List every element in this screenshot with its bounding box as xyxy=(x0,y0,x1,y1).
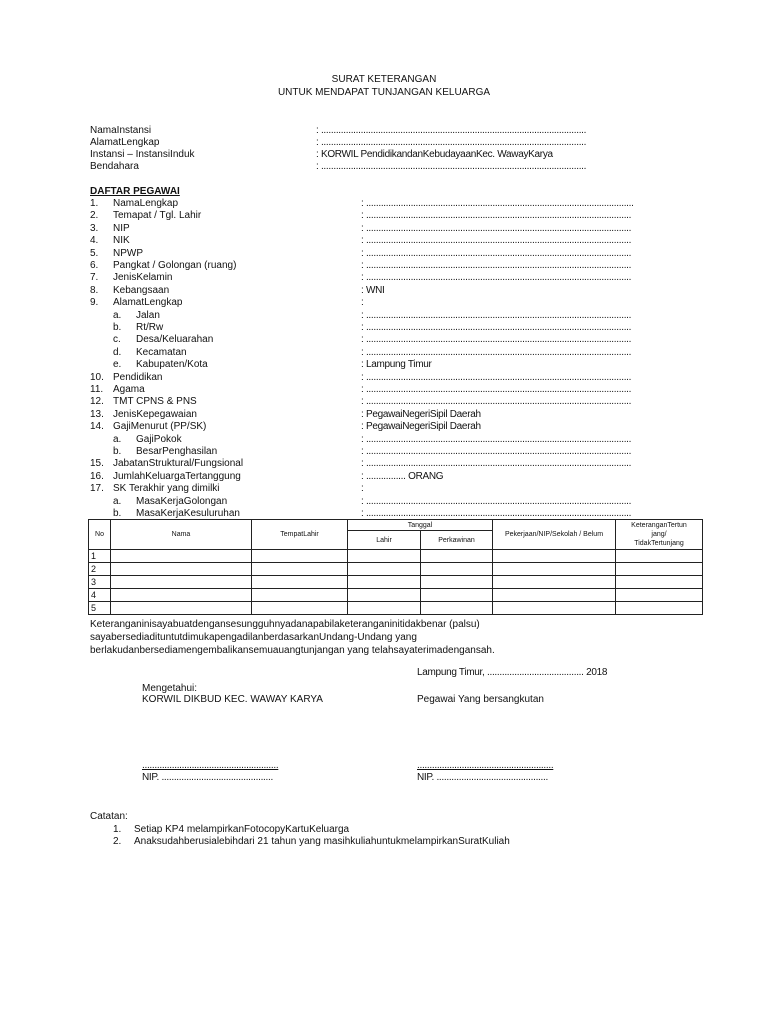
note-1-number: 1. xyxy=(113,824,122,835)
table-cell[interactable] xyxy=(421,550,493,563)
table-cell[interactable] xyxy=(111,602,252,615)
table-cell[interactable] xyxy=(616,589,703,602)
table-cell[interactable] xyxy=(421,563,493,576)
field-value: : ........................................................................................................... xyxy=(361,496,632,507)
field-number: 1. xyxy=(90,198,99,209)
field-number: 9. xyxy=(90,297,99,308)
col-keterangan-line3: TidakTertunjang xyxy=(634,540,684,547)
col-nama: Nama xyxy=(111,520,252,550)
document-title: SURAT KETERANGAN xyxy=(331,74,437,85)
field-label: NIP xyxy=(113,223,130,234)
field-number: 12. xyxy=(90,396,104,407)
field-number: a. xyxy=(113,434,122,445)
left-signer-role: KORWIL DIKBUD KEC. WAWAY KARYA xyxy=(142,694,323,705)
col-keterangan xyxy=(616,520,703,550)
field-number: 11. xyxy=(90,384,104,395)
place-date: Lampung Timur, ....................................... 2018 xyxy=(417,667,608,678)
row-number: 5 xyxy=(89,602,111,615)
col-pekerjaan: Pekerjaan/NIP/Sekolah / Belum xyxy=(493,520,616,550)
table-cell[interactable] xyxy=(348,589,421,602)
field-value: : ........................................................................................................... xyxy=(361,458,632,469)
field-value: : ........................................................................................................... xyxy=(361,235,632,246)
field-value: : ........................................................................................................... xyxy=(361,223,632,234)
row-number: 3 xyxy=(89,576,111,589)
table-cell[interactable] xyxy=(111,563,252,576)
field-label: JenisKelamin xyxy=(113,272,173,283)
field-value: : ........................................................................................................... xyxy=(361,334,632,345)
field-value: : ........................................................................................................... xyxy=(361,446,632,457)
table-cell[interactable] xyxy=(616,550,703,563)
right-signature-line: ....................................................... xyxy=(417,760,554,771)
header-value-alamat: : ........................................................................................................... xyxy=(316,137,587,148)
table-cell[interactable] xyxy=(252,589,348,602)
field-label: JabatanStruktural/Fungsional xyxy=(113,458,244,469)
note-1-text: Setiap KP4 melampirkanFotocopyKartuKeluarga xyxy=(134,824,350,835)
header-value-bendahara: : ........................................................................................................... xyxy=(316,161,587,172)
field-label: Kebangsaan xyxy=(113,285,170,296)
field-label: Pendidikan xyxy=(113,372,163,383)
col-lahir: Lahir xyxy=(348,531,421,550)
table-cell[interactable] xyxy=(111,576,252,589)
table-row xyxy=(89,550,703,563)
field-value: : ........................................................................................................... xyxy=(361,322,632,333)
row-number: 2 xyxy=(89,563,111,576)
field-number: 3. xyxy=(90,223,99,234)
statement-line-1: Keteranganinisayabuatdengansesungguhnyadanapabilaketeranganinitidakbenar (palsu) xyxy=(90,619,480,630)
table-cell[interactable] xyxy=(493,602,616,615)
field-number: b. xyxy=(113,446,122,457)
col-keterangan-line2: jang/ xyxy=(651,531,667,538)
field-number: 16. xyxy=(90,471,104,482)
col-tempat-lahir: TempatLahir xyxy=(252,520,348,550)
field-label: BesarPenghasilan xyxy=(136,446,218,457)
field-value: : ............................................................................................................ xyxy=(361,198,634,209)
field-label: JenisKepegawaian xyxy=(113,409,197,420)
mengetahui-label: Mengetahui: xyxy=(142,683,198,694)
field-value: : PegawaiNegeriSipil Daerah xyxy=(361,409,481,420)
field-value: : ........................................................................................................... xyxy=(361,372,632,383)
field-label: NIK xyxy=(113,235,130,246)
field-label: Temapat / Tgl. Lahir xyxy=(113,210,202,221)
section-title: DAFTAR PEGAWAI xyxy=(90,186,180,197)
table-cell[interactable] xyxy=(616,576,703,589)
table-cell[interactable] xyxy=(421,589,493,602)
table-cell[interactable] xyxy=(348,563,421,576)
field-label: MasaKerjaGolongan xyxy=(136,496,228,507)
family-table xyxy=(88,519,703,615)
field-label: GajiMenurut (PP/SK) xyxy=(113,421,207,432)
table-cell[interactable] xyxy=(493,589,616,602)
col-keterangan-line1: KeteranganTertun xyxy=(631,522,687,529)
statement-line-2: sayabersediadituntutdimukapengadilanberdasarkanUndang-Undang yang xyxy=(90,632,417,643)
right-nip: NIP. ............................................. xyxy=(417,772,548,783)
field-number: 8. xyxy=(90,285,99,296)
notes-title: Catatan: xyxy=(90,811,128,822)
field-number: b. xyxy=(113,508,122,519)
table-cell[interactable] xyxy=(111,550,252,563)
field-value: : WNI xyxy=(361,285,385,296)
field-label: Desa/Keluarahan xyxy=(136,334,214,345)
field-value: : ........................................................................................................... xyxy=(361,434,632,445)
field-value: : ........................................................................................................... xyxy=(361,347,632,358)
right-signer-role: Pegawai Yang bersangkutan xyxy=(417,694,544,705)
col-no: No xyxy=(89,520,111,550)
col-tanggal: Tanggal xyxy=(348,520,493,531)
table-cell[interactable] xyxy=(421,602,493,615)
field-number: e. xyxy=(113,359,122,370)
field-number: 5. xyxy=(90,248,99,259)
field-label: Kabupaten/Kota xyxy=(136,359,208,370)
left-nip: NIP. ............................................. xyxy=(142,772,273,783)
note-2-text: Anaksudahberusialebihdari 21 tahun yang masihkuliahuntukmelampirkanSuratKuliah xyxy=(134,836,510,847)
field-number: 6. xyxy=(90,260,99,271)
field-value: : ........................................................................................................... xyxy=(361,272,632,283)
table-cell[interactable] xyxy=(421,576,493,589)
field-label: AlamatLengkap xyxy=(113,297,183,308)
table-cell[interactable] xyxy=(111,589,252,602)
table-cell[interactable] xyxy=(348,602,421,615)
field-number: a. xyxy=(113,310,122,321)
field-number: 17. xyxy=(90,483,104,494)
field-value: : Lampung Timur xyxy=(361,359,432,370)
field-value: : ........................................................................................................... xyxy=(361,310,632,321)
field-number: 15. xyxy=(90,458,104,469)
table-row xyxy=(89,589,703,602)
table-row xyxy=(89,602,703,615)
field-label: NPWP xyxy=(113,248,143,259)
field-label: TMT CPNS & PNS xyxy=(113,396,197,407)
field-label: GajiPokok xyxy=(136,434,182,445)
field-value: : ........................................................................................................... xyxy=(361,384,632,395)
col-perkawinan: Perkawinan xyxy=(421,531,493,550)
field-number: a. xyxy=(113,496,122,507)
table-row xyxy=(89,576,703,589)
field-label: Pangkat / Golongan (ruang) xyxy=(113,260,237,271)
table-cell[interactable] xyxy=(348,576,421,589)
field-label: JumlahKeluargaTertanggung xyxy=(113,471,241,482)
row-number: 1 xyxy=(89,550,111,563)
field-value: : xyxy=(361,297,364,308)
field-number: 7. xyxy=(90,272,99,283)
table-cell[interactable] xyxy=(252,602,348,615)
left-signature-line: ....................................................... xyxy=(142,760,279,771)
field-number: 4. xyxy=(90,235,99,246)
field-label: NamaLengkap xyxy=(113,198,179,209)
header-value-instansi: : ........................................................................................................... xyxy=(316,125,587,136)
table-cell[interactable] xyxy=(616,563,703,576)
header-label-alamat: AlamatLengkap xyxy=(90,137,160,148)
field-value: : xyxy=(361,483,364,494)
table-cell[interactable] xyxy=(616,602,703,615)
row-number: 4 xyxy=(89,589,111,602)
field-label: Kecamatan xyxy=(136,347,187,358)
table-cell[interactable] xyxy=(493,563,616,576)
header-label-induk: Instansi – InstansiInduk xyxy=(90,149,195,160)
note-2-number: 2. xyxy=(113,836,122,847)
table-cell[interactable] xyxy=(252,563,348,576)
table-cell[interactable] xyxy=(348,550,421,563)
table-row xyxy=(89,563,703,576)
field-value: : ................ ORANG xyxy=(361,471,444,482)
field-label: SK Terakhir yang dimilki xyxy=(113,483,220,494)
field-number: b. xyxy=(113,322,122,333)
field-label: Rt/Rw xyxy=(136,322,164,333)
field-value: : ........................................................................................................... xyxy=(361,396,632,407)
header-label-bendahara: Bendahara xyxy=(90,161,139,172)
field-value: : ........................................................................................................... xyxy=(361,508,632,519)
field-number: d. xyxy=(113,347,122,358)
table-cell[interactable] xyxy=(493,550,616,563)
field-label: Agama xyxy=(113,384,145,395)
table-cell[interactable] xyxy=(493,576,616,589)
field-label: MasaKerjaKesuluruhan xyxy=(136,508,240,519)
field-number: 10. xyxy=(90,372,104,383)
document-subtitle: UNTUK MENDAPAT TUNJANGAN KELUARGA xyxy=(277,87,491,98)
header-label-instansi: NamaInstansi xyxy=(90,125,152,136)
field-number: c. xyxy=(113,334,121,345)
field-number: 14. xyxy=(90,421,104,432)
field-value: : ........................................................................................................... xyxy=(361,260,632,271)
table-cell[interactable] xyxy=(252,550,348,563)
field-value: : ........................................................................................................... xyxy=(361,210,632,221)
field-number: 2. xyxy=(90,210,99,221)
table-cell[interactable] xyxy=(252,576,348,589)
header-value-induk: : KORWIL PendidikandanKebudayaanKec. WawayKarya xyxy=(316,149,553,160)
field-label: Jalan xyxy=(136,310,160,321)
statement-line-3: berlakudanbersediamengembalikansemuauangtunjangan yang telahsayaterimadengansah. xyxy=(90,645,495,656)
field-value: : PegawaiNegeriSipil Daerah xyxy=(361,421,481,432)
field-number: 13. xyxy=(90,409,104,420)
field-value: : ........................................................................................................... xyxy=(361,248,632,259)
